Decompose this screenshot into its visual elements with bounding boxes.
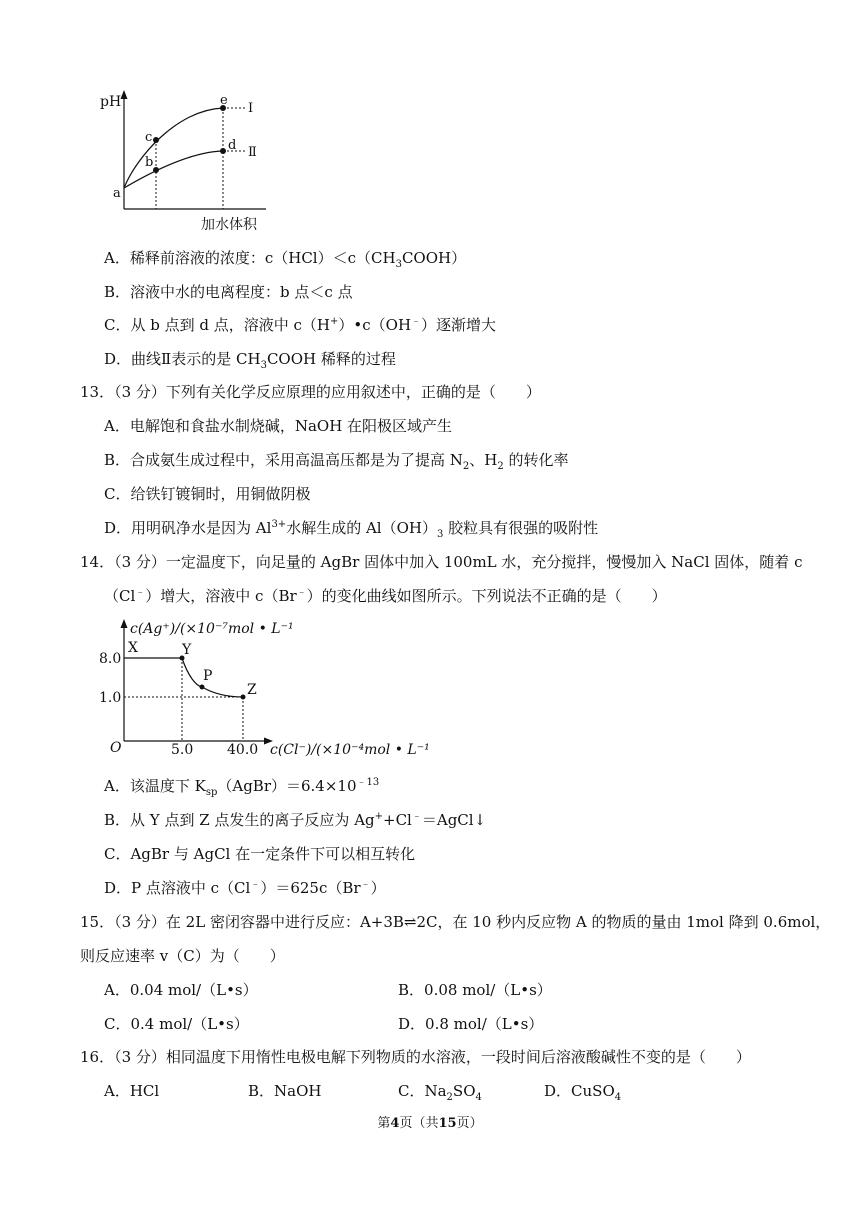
q13-option-b: B．合成氨生成过程中，采用高温高压都是为了提高 $N_2$、$H_2$ 的转化率 xyxy=(104,451,569,472)
y-axis-label: c(Ag⁺)/(×10⁻⁷mol • L⁻¹ xyxy=(130,621,294,637)
curve-1 xyxy=(124,108,223,188)
q16-stem: 16．（3 分）相同温度下用惰性电极电解下列物质的水溶液，一段时间后溶液酸碱性不变的是（ ） xyxy=(80,1048,751,1066)
q14-stem-line1: 14．（3 分）一定温度下，向足量的 AgBr 固体中加入 100mL 水，充分搅拌，慢慢加入 NaCl 固体，随着 c xyxy=(80,553,803,571)
curve-y-z xyxy=(182,658,243,697)
point-z xyxy=(241,695,246,700)
q13-option-d: D．用明矾净水是因为 $Al^{3+}$水解生成的 $Al(OH)_3$ 胶粒具有很强的吸附性 xyxy=(104,519,599,540)
q14-option-c: C．AgBr 与 AgCl 在一定条件下可以相互转化 xyxy=(104,845,416,863)
q15-stem-line1: 15．（3 分）在 2L 密闭容器中进行反应：A+3B⇌2C，在 10 秒内反应物 A 的物质的量由 1mol 降到 0.6mol， xyxy=(80,913,831,931)
q14-option-b: B．从 Y 点到 Z 点发生的离子反应为 Ag++Cl﹣＝AgCl↓ xyxy=(104,811,487,829)
q14-stem-line2: （Cl﹣）增大，溶液中 c（Br﹣）的变化曲线如图所示。下列说法不正确的是（ ） xyxy=(104,587,667,605)
q15-option-c: C．0.4 mol/（L•s） xyxy=(104,1015,249,1033)
q14-option-d: D．P 点溶液中 c（Cl﹣）＝625c（Br﹣） xyxy=(104,879,386,897)
point-b xyxy=(153,167,159,173)
label-p: P xyxy=(203,668,213,684)
page-total: 15 xyxy=(438,1116,457,1131)
label-y: Y xyxy=(182,642,192,658)
point-d xyxy=(220,148,226,154)
y-tick-1: 1.0 xyxy=(99,690,122,706)
q14-option-a: A．该温度下 $K_{sp}(AgBr)=6.4\times 10^{﹣13}$ xyxy=(104,777,380,798)
point-p xyxy=(200,685,205,690)
y-axis-arrow xyxy=(121,619,128,628)
x-tick-5: 5.0 xyxy=(171,742,194,758)
q15-stem-line2: 则反应速率 v（C）为（ ） xyxy=(80,947,285,965)
label-d: d xyxy=(228,138,237,153)
q16-option-c: C．$Na_2SO_4$ xyxy=(398,1082,482,1103)
x-tick-40: 40.0 xyxy=(227,742,259,758)
label-z: Z xyxy=(247,682,257,698)
label-a: a xyxy=(113,186,121,201)
x-axis-label: c(Cl⁻)/(×10⁻⁴mol • L⁻¹ xyxy=(270,742,430,758)
label-e: e xyxy=(220,93,228,108)
q12-option-b: B．溶液中水的电离程度：b 点＜c 点 xyxy=(104,283,353,301)
q15-option-b: B．0.08 mol/（L•s） xyxy=(398,981,552,999)
label-b: b xyxy=(145,155,154,170)
y-tick-8: 8.0 xyxy=(99,651,122,667)
q13-option-c: C．给铁钉镀铜时，用铜做阴极 xyxy=(104,485,311,503)
q15-option-d: D．0.8 mol/（L•s） xyxy=(398,1015,544,1033)
figure-ph-dilution xyxy=(96,88,296,238)
label-c: c xyxy=(145,130,153,145)
origin-label: O xyxy=(110,740,122,756)
curve-2 xyxy=(124,151,223,188)
q12-option-c: C．从 b 点到 d 点，溶液中 c（H+）•c（OH﹣）逐渐增大 xyxy=(104,316,497,334)
page-footer: 第4页（共15页） xyxy=(377,1116,483,1131)
y-axis-label: pH xyxy=(100,94,122,110)
label-x: X xyxy=(128,640,138,656)
q12-option-a: A．稀释前溶液的浓度：$c(HCl)<c(CH_3COOH)$ xyxy=(104,249,467,270)
q16-option-a: A．HCl xyxy=(104,1082,160,1100)
x-axis-label: 加水体积 xyxy=(201,217,257,233)
q15-option-a: A．0.04 mol/（L•s） xyxy=(104,981,258,999)
q16-option-d: D．CuSO$_4$ xyxy=(544,1082,622,1103)
q12-option-d: D．曲线Ⅱ表示的是 $CH_3COOH$ 稀释的过程 xyxy=(104,350,396,371)
page-number: 4 xyxy=(390,1116,400,1131)
q13-option-a: A．电解饱和食盐水制烧碱，NaOH 在阳极区域产生 xyxy=(104,417,453,435)
point-c xyxy=(153,137,159,143)
label-curve-2: Ⅱ xyxy=(248,145,257,160)
label-curve-1: Ⅰ xyxy=(248,101,254,116)
y-axis-arrow xyxy=(121,90,128,99)
q13-stem: 13．（3 分）下列有关化学反应原理的应用叙述中，正确的是（ ） xyxy=(80,383,541,401)
figure-ag-cl-curve xyxy=(96,616,436,762)
q16-option-b: B．NaOH xyxy=(248,1082,322,1100)
